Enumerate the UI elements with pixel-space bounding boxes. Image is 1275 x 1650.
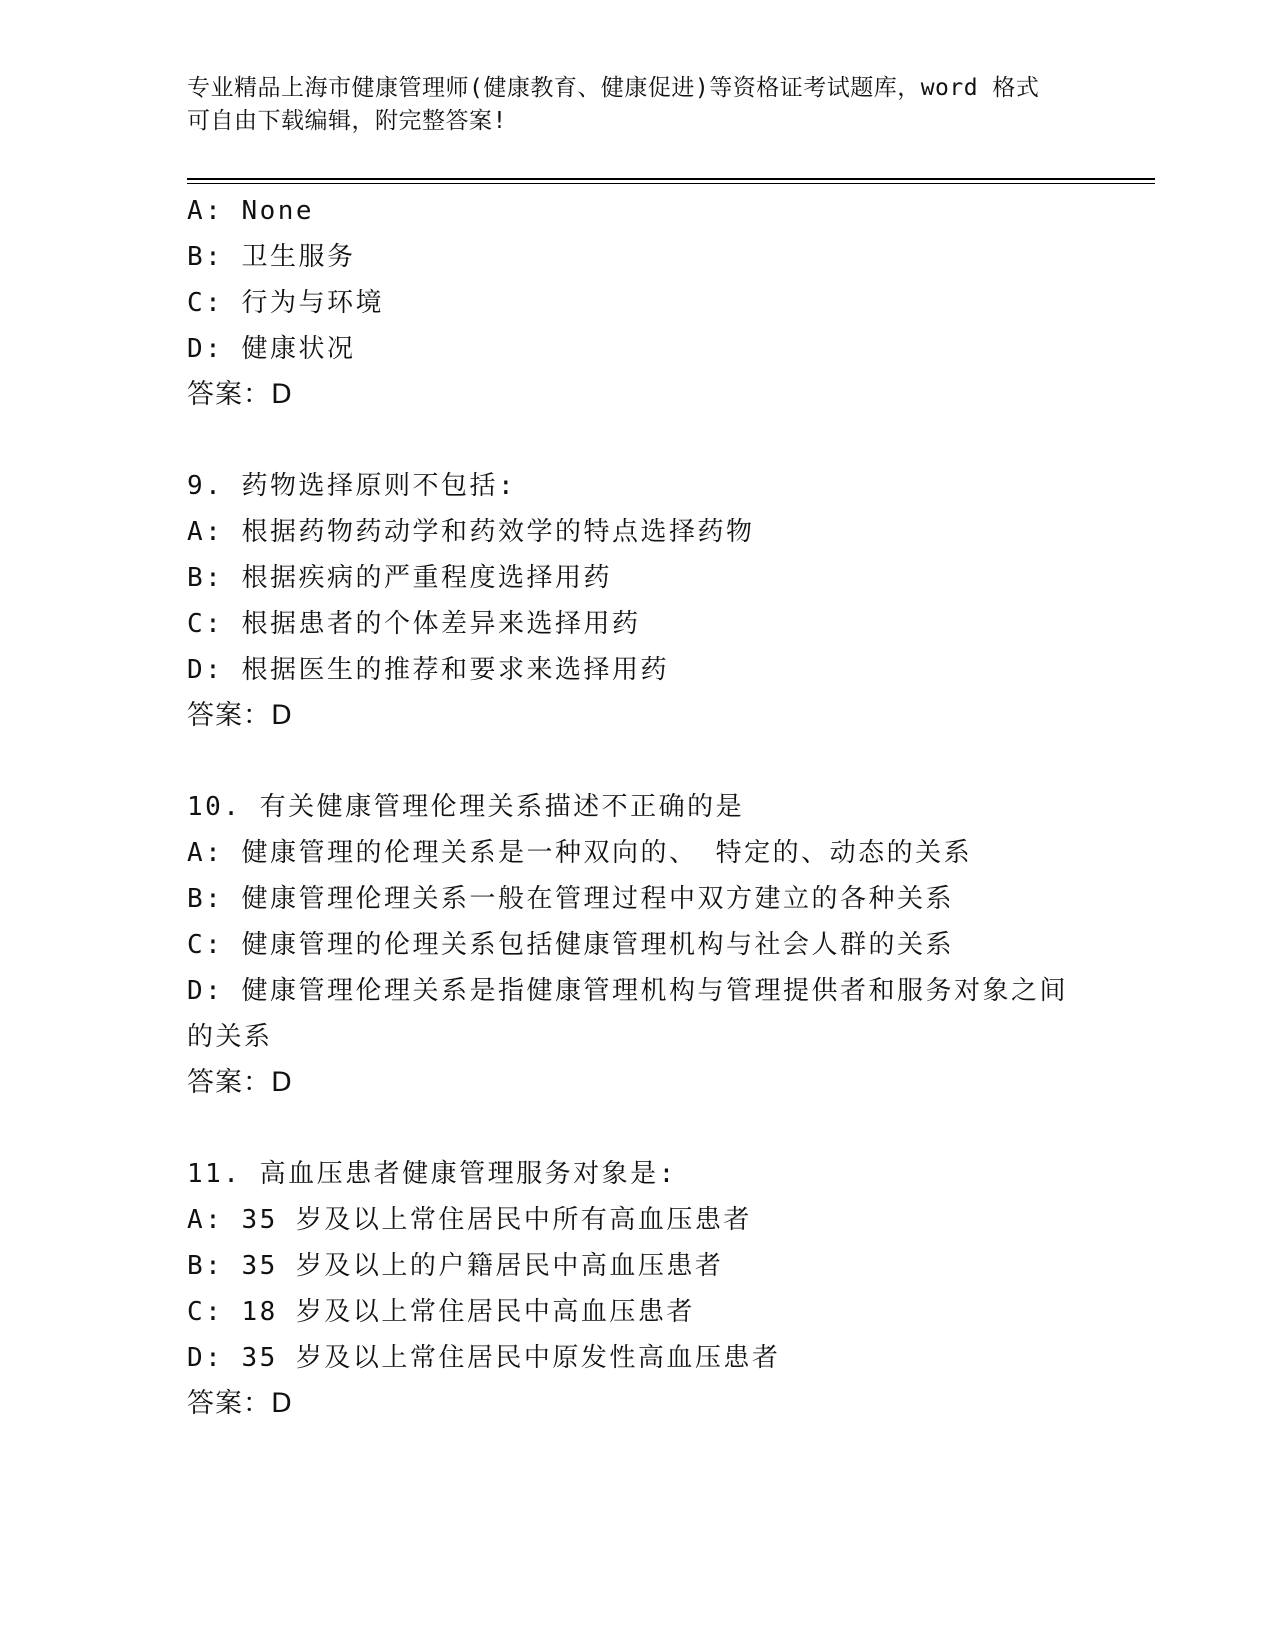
option-b: B: 卫生服务: [187, 242, 356, 272]
option-d: D: 35 岁及以上常住居民中原发性高血压患者: [187, 1343, 781, 1373]
question-stem: 11. 高血压患者健康管理服务对象是:: [187, 1159, 677, 1189]
question-8-tail: [187, 188, 1087, 418]
answer-line: 答案：D: [187, 1067, 293, 1098]
option-d-continued: 的关系: [187, 1022, 273, 1052]
option-d: D: 根据医生的推荐和要求来选择用药: [187, 655, 669, 685]
option-c: C: 18 岁及以上常住居民中高血压患者: [187, 1297, 695, 1327]
answer-line: 答案：D: [187, 379, 293, 410]
question-11: [187, 1151, 1087, 1427]
option-d: D: 健康管理伦理关系是指健康管理机构与管理提供者和服务对象之间: [187, 976, 1068, 1006]
answer-line: 答案：D: [187, 1388, 293, 1419]
header-line-2: 可自由下载编辑，附完整答案!: [187, 108, 507, 134]
spacer: [187, 739, 1087, 784]
spacer: [187, 418, 1087, 463]
question-stem: 10. 有关健康管理伦理关系描述不正确的是: [187, 792, 745, 822]
option-c: C: 健康管理的伦理关系包括健康管理机构与社会人群的关系: [187, 930, 954, 960]
answer-line: 答案：D: [187, 700, 293, 731]
option-c: C: 行为与环境: [187, 288, 384, 318]
spacer: [187, 1106, 1087, 1151]
question-10: [187, 784, 1087, 1106]
header-divider-thick: [187, 178, 1155, 180]
option-b: B: 健康管理伦理关系一般在管理过程中双方建立的各种关系: [187, 884, 954, 914]
option-a: A: None: [187, 196, 315, 226]
question-stem: 9. 药物选择原则不包括:: [187, 471, 517, 501]
option-a: A: 根据药物药动学和药效学的特点选择药物: [187, 517, 755, 547]
question-9: [187, 463, 1087, 739]
option-b: B: 根据疾病的严重程度选择用药: [187, 563, 612, 593]
question-content: [187, 188, 1087, 1427]
option-c: C: 根据患者的个体差异来选择用药: [187, 609, 641, 639]
header-divider-thin: [187, 183, 1155, 184]
option-b: B: 35 岁及以上的户籍居民中高血压患者: [187, 1251, 724, 1281]
option-a: A: 健康管理的伦理关系是一种双向的、 特定的、动态的关系: [187, 838, 973, 868]
option-d: D: 健康状况: [187, 334, 356, 364]
option-a: A: 35 岁及以上常住居民中所有高血压患者: [187, 1205, 752, 1235]
header-line-1: 专业精品上海市健康管理师(健康教育、健康促进)等资格证考试题库，word 格式: [187, 75, 1040, 101]
document-header: [187, 72, 1067, 138]
